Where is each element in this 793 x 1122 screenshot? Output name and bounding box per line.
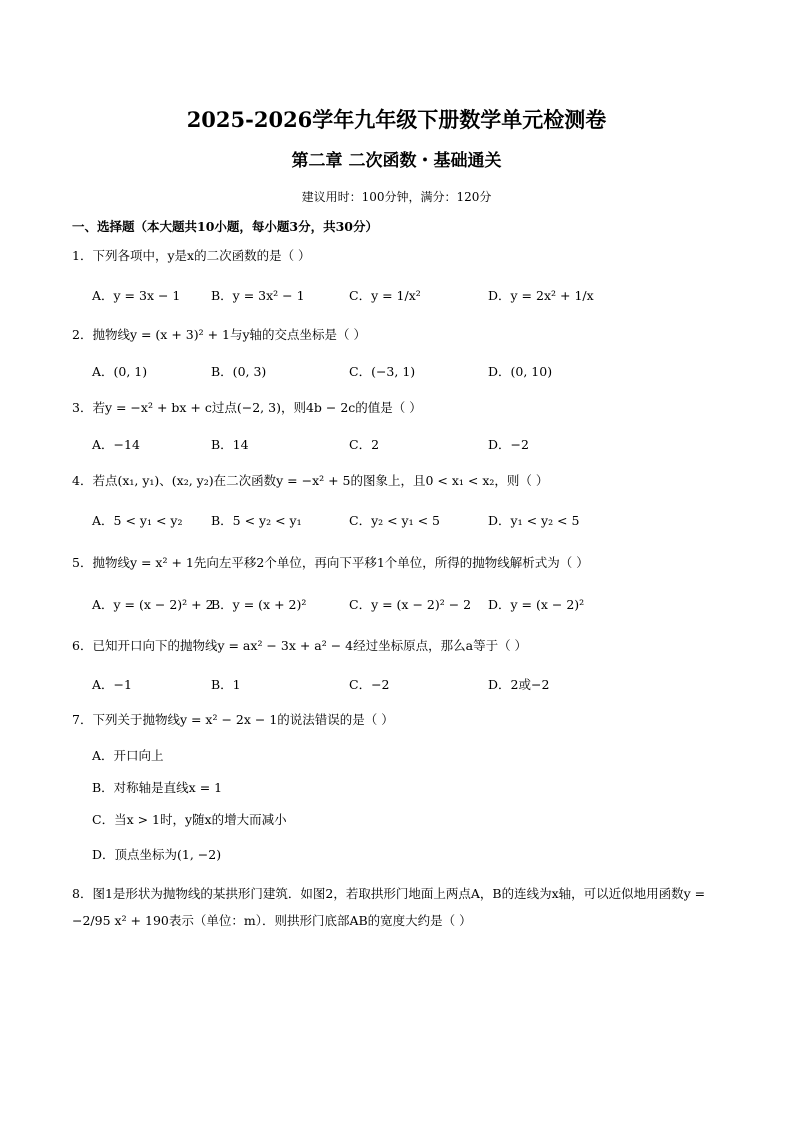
- q2-option-c[interactable]: C．(−3, 1): [349, 364, 416, 379]
- q4-option-b[interactable]: B．5 < y₂ < y₁: [211, 513, 302, 528]
- question-8-stem: 8．图1是形状为抛物线的某拱形门建筑．如图2，若取拱形门地面上两点A，B的连线为x轴，可以近似地用函数y = −2/95 x² + 190表示（单位：m）．则拱形门底部AB的宽度大约是（ ）: [72, 886, 706, 928]
- q1-option-b[interactable]: B．y = 3x² − 1: [211, 288, 305, 303]
- q5-option-b[interactable]: B．y = (x + 2)²: [211, 597, 307, 612]
- q6-option-b[interactable]: B．1: [211, 677, 241, 692]
- q4-option-c[interactable]: C．y₂ < y₁ < 5: [349, 513, 441, 528]
- q1-option-a[interactable]: A．y = 3x − 1: [92, 288, 181, 303]
- q2-option-b[interactable]: B．(0, 3): [211, 364, 267, 379]
- q7-option-d[interactable]: D．顶点坐标为(1, −2): [92, 847, 222, 862]
- q6-option-d[interactable]: D．2或−2: [488, 677, 550, 692]
- question-4-stem: 4．若点(x₁, y₁)、(x₂, y₂)在二次函数y = −x² + 5的图象上，且0 < x₁ < x₂，则（ ）: [72, 473, 549, 488]
- q4-option-a[interactable]: A．5 < y₁ < y₂: [92, 513, 183, 528]
- q1-option-d[interactable]: D．y = 2x² + 1/x: [488, 288, 594, 303]
- q7-option-b[interactable]: B．对称轴是直线x = 1: [92, 780, 223, 795]
- q2-option-a[interactable]: A．(0, 1): [92, 364, 148, 379]
- q3-option-a[interactable]: A．−14: [92, 437, 140, 452]
- q3-option-b[interactable]: B．14: [211, 437, 249, 452]
- q6-option-a[interactable]: A．−1: [92, 677, 132, 692]
- q5-option-c[interactable]: C．y = (x − 2)² − 2: [349, 597, 472, 612]
- q2-option-d[interactable]: D．(0, 10): [488, 364, 553, 379]
- q1-option-c[interactable]: C．y = 1/x²: [349, 288, 421, 303]
- question-7-stem: 7．下列关于抛物线y = x² − 2x − 1的说法错误的是（ ）: [72, 712, 394, 727]
- question-6-stem: 6．已知开口向下的抛物线y = ax² − 3x + a² − 4经过坐标原点，那么a等于（ ）: [72, 638, 528, 653]
- q4-option-d[interactable]: D．y₁ < y₂ < 5: [488, 513, 580, 528]
- section-heading: 一、选择题（本大题共10小题，每小题3分，共30分）: [72, 219, 378, 234]
- q5-option-a[interactable]: A．y = (x − 2)² + 2: [92, 597, 214, 612]
- q5-option-d[interactable]: D．y = (x − 2)²: [488, 597, 585, 612]
- question-3-stem: 3．若y = −x² + bx + c过点(−2, 3)，则4b − 2c的值是（ ）: [72, 400, 422, 415]
- question-1-stem: 1．下列各项中，y是x的二次函数的是（ ）: [72, 248, 311, 263]
- question-2-stem: 2．抛物线y = (x + 3)² + 1与y轴的交点坐标是（ ）: [72, 327, 367, 342]
- chapter-subtitle: 第二章 二次函数・基础通关: [291, 151, 502, 171]
- q7-option-a[interactable]: A．开口向上: [92, 748, 164, 763]
- q3-option-d[interactable]: D．−2: [488, 437, 529, 452]
- q7-option-c[interactable]: C．当x > 1时，y随x的增大而减小: [92, 812, 287, 827]
- q3-option-c[interactable]: C．2: [349, 437, 380, 452]
- question-5-stem: 5．抛物线y = x² + 1先向左平移2个单位，再向下平移1个单位，所得的抛物线解析式为（ ）: [72, 555, 589, 570]
- time-score-info: 建议用时：100分钟，满分：120分: [301, 190, 492, 204]
- q6-option-c[interactable]: C．−2: [349, 677, 390, 692]
- exam-title: 2025-2026学年九年级下册数学单元检测卷: [186, 107, 607, 132]
